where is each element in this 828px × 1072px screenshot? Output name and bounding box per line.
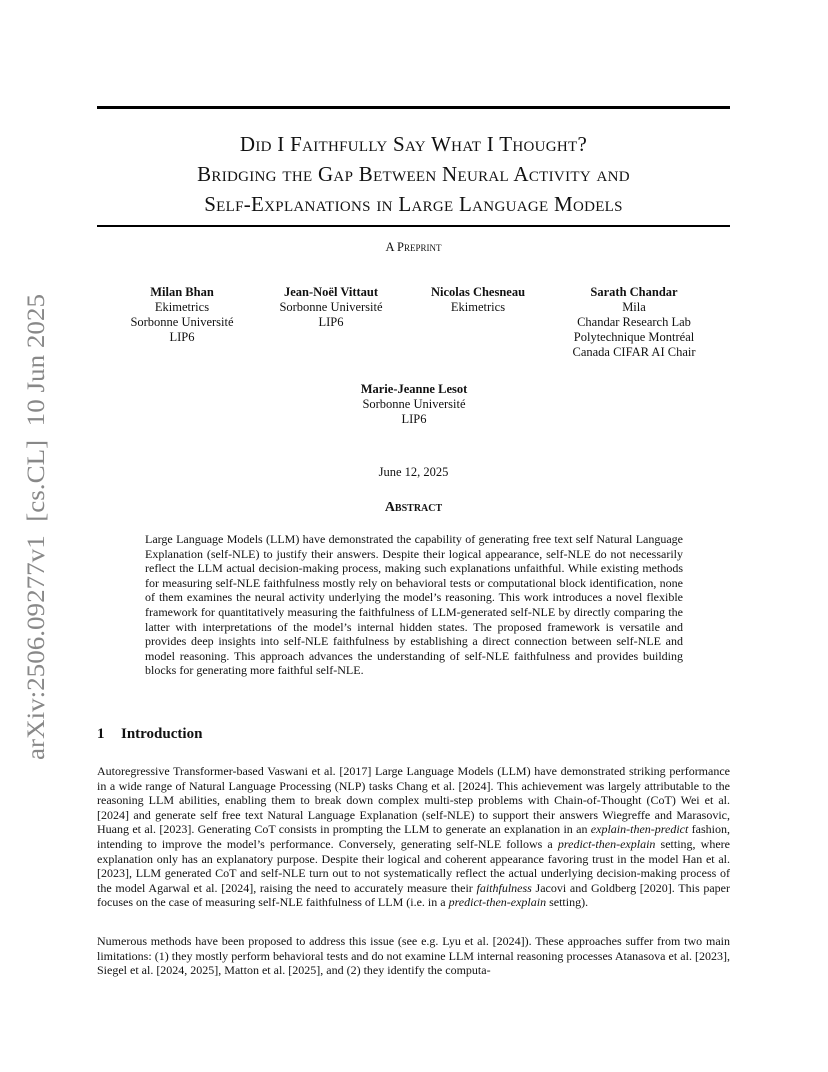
author-name: Sarath Chandar [590,285,678,299]
paragraph-text: setting, where explanation only has an explanatory purpose. Despite their logical and coherent appearance favoring trust in the model Han et al. [2023], LLM generated CoT and self-NLE turn out to not systematically reflect the actual underlying decision-making process of the model Agarwal et al. [2024], raising the need to accurately measure their [97,836,730,895]
publication-date: June 12, 2025 [378,465,449,479]
paragraph-text: fashion, intending to improve the model’s performance. Conversely, generating self-NLE follows a [97,822,730,851]
intro-paragraph-2: Numerous methods have been proposed to address this issue (see e.g. Lyu et al. [2024]). These approaches suffer from two main limitations: (1) they mostly perform behavioral tests and do not examine LLM internal reasoning processes Atanasova et al. [2023], Siegel et al. [2024, 2025], Matton et al. [2025], and (2) they identify the computa- [97,934,730,978]
paper-title [97,129,730,219]
intro-paragraph-1 [97,764,730,910]
emphasis-text: predict-then-explain [448,895,547,910]
author-block-2 [261,285,401,330]
title-line-3: Self-Explanations in Large Language Models [204,192,623,216]
author-affiliation: Ekimetrics [154,300,210,314]
arxiv-stamp-text: arXiv:2506.09277v1 [cs.CL] 10 Jun 2025 [23,329,50,760]
arxiv-identifier-stamp [22,292,52,762]
paragraph-text: Jacovi and Goldberg [2020]. This paper focuses on the case of measuring self-NLE faithfulness of LLM (i.e. in a [97,880,730,910]
author-block-5 [344,382,484,427]
author-affiliation: Mila [622,300,646,314]
author-block-4 [559,285,709,360]
abstract-body: Large Language Models (LLM) have demonstrated the capability of generating free text self Natural Language Explanation (self-NLE) to justify their answers. Despite their logical appearance, self-NLE do not necessarily reflect the LLM actual decision-making process, making such explanations unfaithful. While existing methods for measuring self-NLE faithfulness mostly rely on behavioral tests or computational block identification, none of them examines the neural activity underlying the model’s reasoning. This work introduces a novel flexible framework for quantitatively measuring the faithfulness of LLM-generated self-NLE by directly comparing the latter with interpretations of the model’s internal hidden states. The proposed framework is versatile and provides deep insights into self-NLE faithfulness by establishing a direct connection between self-NLE and model reasoning. This approach advances the understanding of self-NLE faithfulness and provides building blocks for generating more faithful self-NLE. [145,532,683,678]
author-affiliation: Sorbonne Université [362,397,466,411]
title-top-rule [97,106,730,109]
author-affiliation: LIP6 [318,315,344,329]
title-line-2: Bridging the Gap Between Neural Activity and [197,162,630,186]
author-name: Nicolas Chesneau [430,285,526,299]
author-affiliation: LIP6 [401,412,427,426]
author-affiliation: Canada CIFAR AI Chair [572,345,696,359]
title-line-1: Did I Faithfully Say What I Thought? [239,132,588,156]
author-block-3 [408,285,548,315]
preprint-label: A Preprint [385,240,442,254]
section-title: Introduction [121,726,203,742]
emphasis-text: predict-then-explain [557,836,656,851]
author-name: Jean-Noël Vittaut [283,285,379,299]
author-affiliation: Ekimetrics [450,300,506,314]
emphasis-text: explain-then-predict [590,822,689,837]
author-block-1 [112,285,252,345]
section-heading-introduction [97,726,202,743]
author-affiliation: Polytechnique Montréal [573,330,695,344]
author-affiliation: Sorbonne Université [279,300,383,314]
section-number: 1 [97,726,105,742]
author-affiliation: Chandar Research Lab [577,315,691,329]
author-affiliation: LIP6 [169,330,195,344]
emphasis-text: faithfulness [476,880,532,895]
author-affiliation: Sorbonne Université [130,315,234,329]
title-bottom-rule [97,225,730,227]
paragraph-text: Autoregressive Transformer-based Vaswani et al. [2017] Large Language Models (LLM) have demonstrated striking performance in a wide range of Natural Language Processing (NLP) tasks Chang et al. [2024]. This achievement was largely attributable to the reasoning LLM abilities, enabling them to break down complex multi-step problems with Chain-of-Thought (CoT) Wei et al. [2024] and generate self free text Natural Language Explanation (self-NLE) to support their answers Wiegreffe and Marasovic, Huang et al. [2023]. Generating CoT consists in prompting the LLM to generate an explanation in an [97,764,730,837]
author-name: Milan Bhan [150,285,214,299]
paragraph-text: setting). [546,895,589,910]
author-name: Marie-Jeanne Lesot [360,382,468,396]
abstract-heading: Abstract [384,500,443,515]
